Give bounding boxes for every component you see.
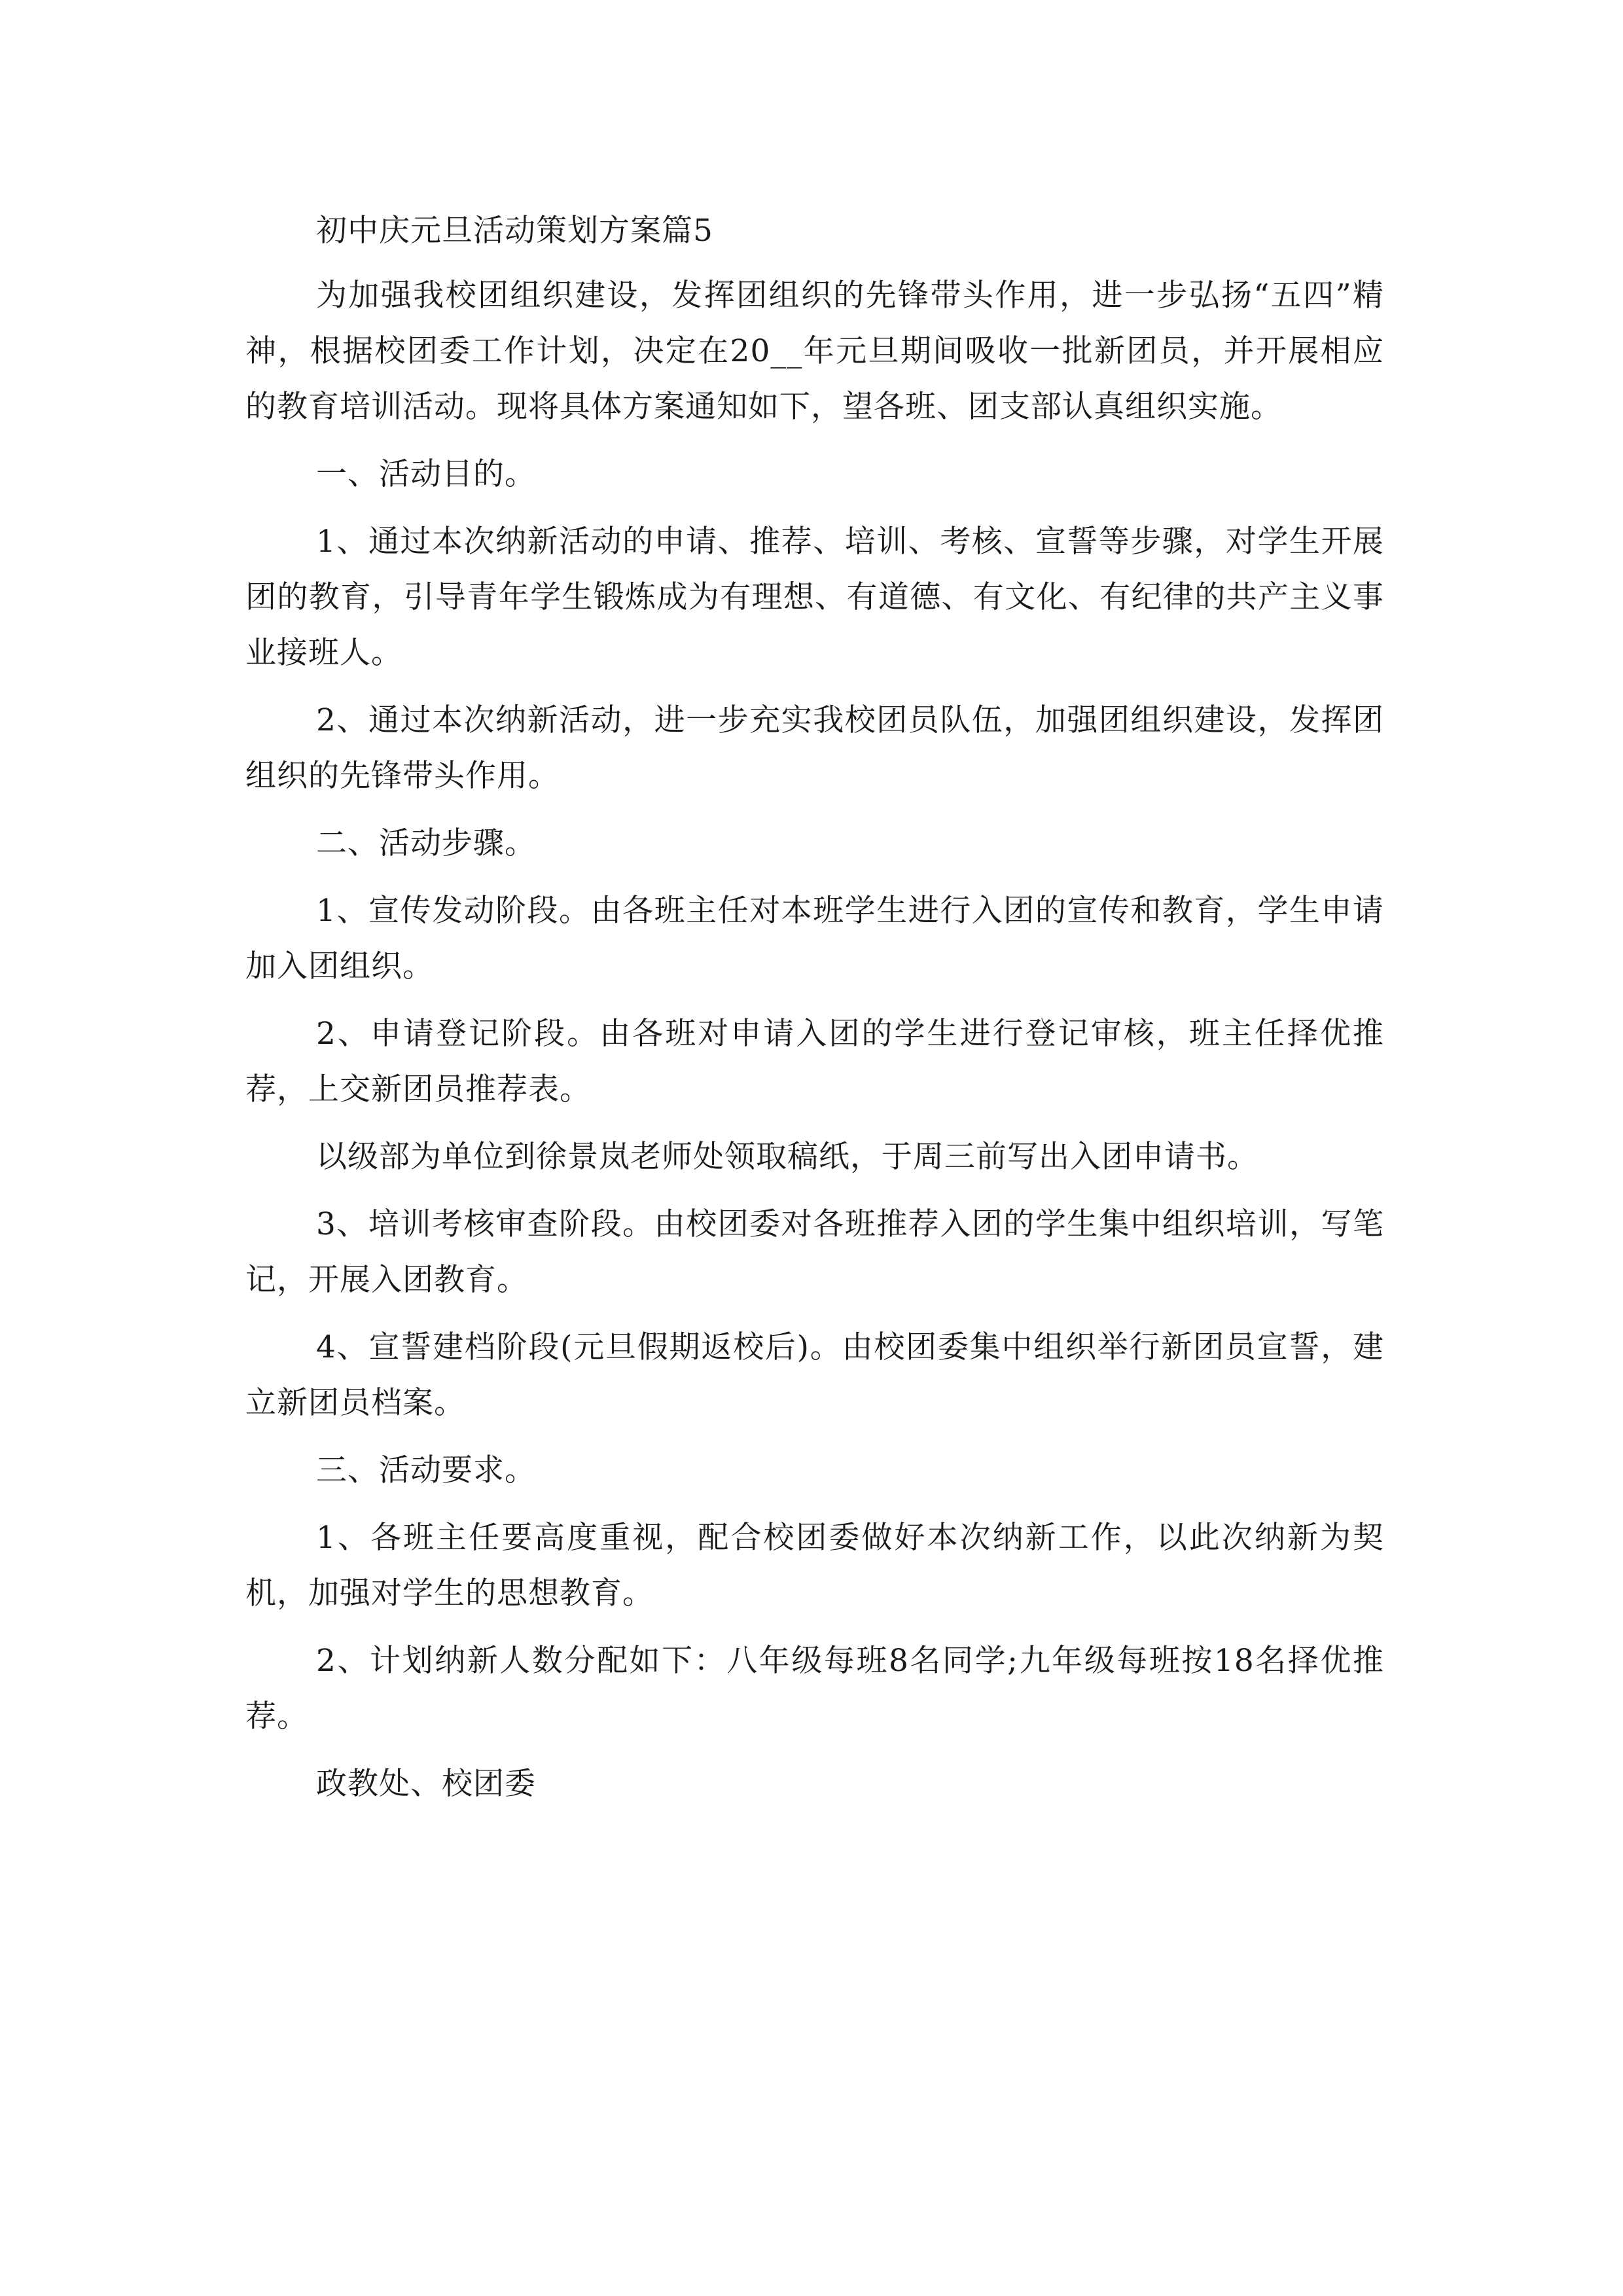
steps-item-1: 1、宣传发动阶段。由各班主任对本班学生进行入团的宣传和教育，学生申请加入团组织。 [245,893,1384,984]
section-heading-steps: 二、活动步骤。 [316,825,536,861]
section-heading-purpose: 一、活动目的。 [316,456,536,492]
section-heading-requirements: 三、活动要求。 [316,1452,536,1488]
requirements-item-2: 2、计划纳新人数分配如下：八年级每班8名同学;九年级每班按18名择优推荐。 [245,1643,1384,1734]
steps-item-2: 2、申请登记阶段。由各班对申请入团的学生进行登记审核，班主任择优推荐，上交新团员推荐表。 [245,1016,1384,1107]
steps-note: 以级部为单位到徐景岚老师处领取稿纸，于周三前写出入团申请书。 [316,1139,1258,1175]
document-title: 初中庆元旦活动策划方案篇5 [316,213,713,249]
steps-item-4: 4、宣誓建档阶段(元旦假期返校后)。由校团委集中组织举行新团员宣誓，建立新团员档案。 [245,1329,1384,1421]
purpose-item-1: 1、通过本次纳新活动的申请、推荐、培训、考核、宣誓等步骤，对学生开展团的教育，引导青年学生锻炼成为有理想、有道德、有文化、有纪律的共产主义事业接班人。 [245,524,1384,671]
document-body [245,203,1384,1823]
requirements-item-1: 1、各班主任要高度重视，配合校团委做好本次纳新工作，以此次纳新为契机，加强对学生的思想教育。 [245,1520,1384,1611]
intro-paragraph: 为加强我校团组织建设，发挥团组织的先锋带头作用，进一步弘扬“五四”精神，根据校团委工作计划，决定在20__年元旦期间吸收一批新团员，并开展相应的教育培训活动。现将具体方案通知如下，望各班、团支部认真组织实施。 [245,278,1384,425]
steps-item-3: 3、培训考核审查阶段。由校团委对各班推荐入团的学生集中组织培训，写笔记，开展入团教育。 [245,1206,1384,1298]
purpose-item-2: 2、通过本次纳新活动，进一步充实我校团员队伍，加强团组织建设，发挥团组织的先锋带头作用。 [245,702,1384,794]
signature: 政教处、校团委 [316,1766,536,1802]
